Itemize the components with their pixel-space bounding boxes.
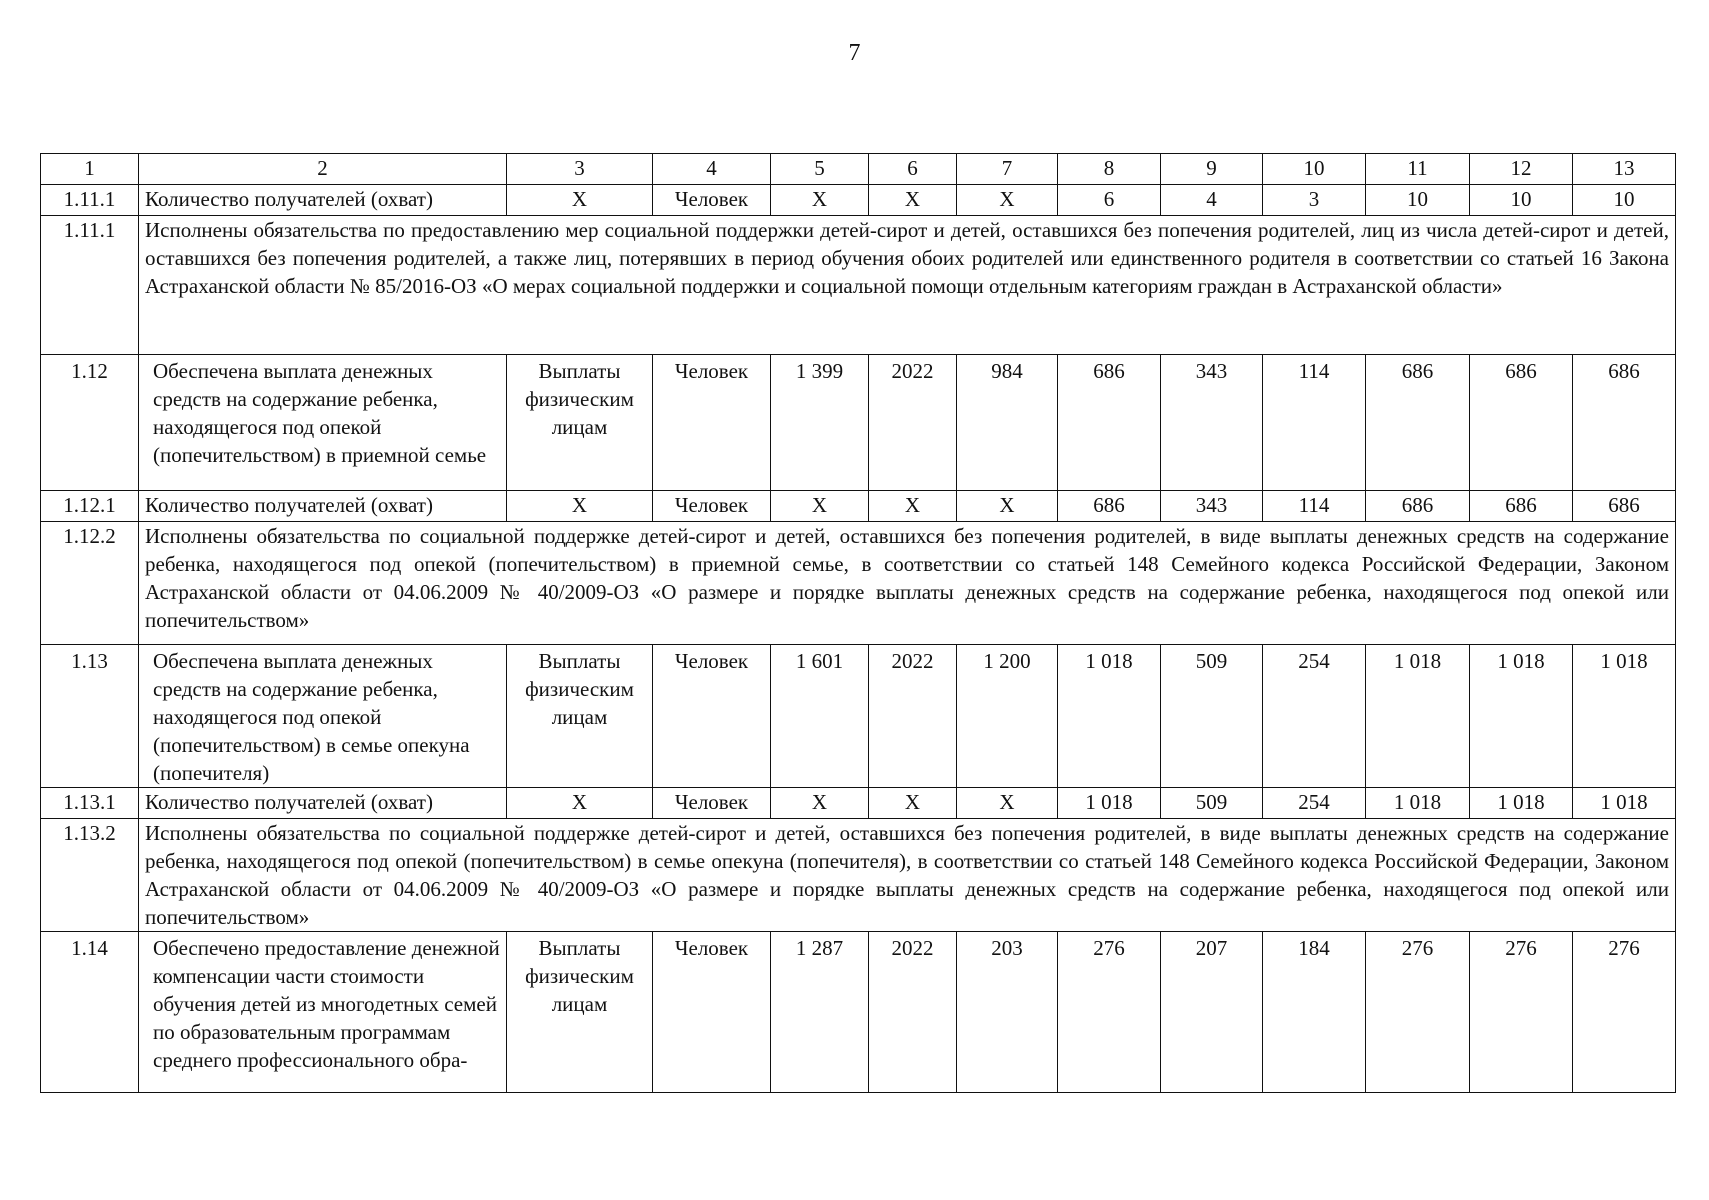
value-7: 984: [957, 355, 1058, 491]
value-9: 343: [1161, 355, 1263, 491]
payment-type: Выплаты физическим лицам: [507, 645, 653, 788]
quantity-row: [41, 491, 1676, 522]
value-7: Х: [957, 491, 1058, 522]
quantity-row: [41, 185, 1676, 216]
row-number: 1.11.1: [41, 185, 139, 216]
value-7: Х: [957, 788, 1058, 819]
value-9: 343: [1161, 491, 1263, 522]
result-name: Количество получателей (охват): [139, 491, 507, 522]
value-8: 276: [1058, 932, 1161, 1093]
quantity-row: [41, 788, 1676, 819]
value-13: 1 018: [1573, 645, 1676, 788]
result-name: Количество получателей (охват): [139, 788, 507, 819]
result-description-row: [41, 216, 1676, 355]
row-number: 1.12: [41, 355, 139, 491]
value-12: 1 018: [1470, 788, 1573, 819]
payment-type: Х: [507, 491, 653, 522]
value-9: 509: [1161, 645, 1263, 788]
value-13: 276: [1573, 932, 1676, 1093]
column-number-cell: 13: [1573, 154, 1676, 185]
result-name: Количество получателей (охват): [139, 185, 507, 216]
row-number: 1.13.2: [41, 819, 139, 932]
value-6: 2022: [869, 645, 957, 788]
column-number-cell: 7: [957, 154, 1058, 185]
value-13: 686: [1573, 355, 1676, 491]
value-8: 1 018: [1058, 788, 1161, 819]
unit: Человек: [653, 788, 771, 819]
value-5: Х: [771, 185, 869, 216]
value-8: 686: [1058, 355, 1161, 491]
value-11: 686: [1366, 491, 1470, 522]
column-number-cell: 6: [869, 154, 957, 185]
result-row: [41, 645, 1676, 788]
column-number-cell: 3: [507, 154, 653, 185]
value-12: 686: [1470, 491, 1573, 522]
value-11: 1 018: [1366, 788, 1470, 819]
column-number-cell: 12: [1470, 154, 1573, 185]
column-number-cell: 9: [1161, 154, 1263, 185]
value-10: 114: [1263, 491, 1366, 522]
result-row: [41, 355, 1676, 491]
value-10: 114: [1263, 355, 1366, 491]
indicators-table: [40, 153, 1676, 1093]
value-6: Х: [869, 788, 957, 819]
column-number-cell: 1: [41, 154, 139, 185]
column-number-cell: 5: [771, 154, 869, 185]
value-10: 254: [1263, 788, 1366, 819]
payment-type: Выплаты физическим лицам: [507, 932, 653, 1093]
value-12: 10: [1470, 185, 1573, 216]
value-9: 207: [1161, 932, 1263, 1093]
value-5: 1 399: [771, 355, 869, 491]
result-description: Исполнены обязательства по социальной поддержке детей-сирот и детей, оставшихся без попечения родителей, в виде выплаты денежных средств на содержание ребенка, находящегося под опекой (попечительством) в семье опекуна (попечителя), в соответствии со статьей 148 Семейного кодекса Российской Федерации, Законом Астраханской области от 04.06.2009 № 40/2009-ОЗ «О размере и порядке выплаты денежных средств на содержание ребенка, находящегося под опекой или попечительством»: [139, 819, 1676, 932]
payment-type: Выплаты физическим лицам: [507, 355, 653, 491]
value-6: 2022: [869, 932, 957, 1093]
value-11: 10: [1366, 185, 1470, 216]
value-7: Х: [957, 185, 1058, 216]
value-6: Х: [869, 185, 957, 216]
value-8: 6: [1058, 185, 1161, 216]
unit: Человек: [653, 185, 771, 216]
column-number-cell: 2: [139, 154, 507, 185]
payment-type: Х: [507, 788, 653, 819]
value-11: 686: [1366, 355, 1470, 491]
value-10: 254: [1263, 645, 1366, 788]
unit: Человек: [653, 491, 771, 522]
payment-type: Х: [507, 185, 653, 216]
value-12: 1 018: [1470, 645, 1573, 788]
value-13: 10: [1573, 185, 1676, 216]
value-9: 4: [1161, 185, 1263, 216]
row-number: 1.12.1: [41, 491, 139, 522]
row-number: 1.13: [41, 645, 139, 788]
result-name: Обеспечено предоставление денежной компенсации части стоимости обучения детей из многодетных семей по образовательным программам среднего профессионального обра-: [139, 932, 507, 1093]
column-number-cell: 10: [1263, 154, 1366, 185]
value-8: 686: [1058, 491, 1161, 522]
unit: Человек: [653, 645, 771, 788]
value-5: 1 601: [771, 645, 869, 788]
value-13: 1 018: [1573, 788, 1676, 819]
value-6: 2022: [869, 355, 957, 491]
value-9: 509: [1161, 788, 1263, 819]
row-number: 1.14: [41, 932, 139, 1093]
value-11: 276: [1366, 932, 1470, 1093]
result-description-row: [41, 522, 1676, 645]
row-number: 1.11.1: [41, 216, 139, 355]
value-5: 1 287: [771, 932, 869, 1093]
value-11: 1 018: [1366, 645, 1470, 788]
value-5: Х: [771, 788, 869, 819]
value-8: 1 018: [1058, 645, 1161, 788]
result-name: Обеспечена выплата денежных средств на содержание ребенка, находящегося под опекой (попечительством) в семье опекуна (попечителя): [139, 645, 507, 788]
row-number: 1.12.2: [41, 522, 139, 645]
result-description: Исполнены обязательства по предоставлению мер социальной поддержки детей-сирот и детей, оставшихся без попечения родителей, лиц из числа детей-сирот и детей, оставшихся без попечения родителей, а также лиц, потерявших в период обучения обоих родителей или единственного родителя в соответствии со статьей 16 Закона Астраханской области № 85/2016-ОЗ «О мерах социальной поддержки и социальной помощи отдельным категориям граждан в Астраханской области»: [139, 216, 1676, 355]
unit: Человек: [653, 355, 771, 491]
unit: Человек: [653, 932, 771, 1093]
value-10: 184: [1263, 932, 1366, 1093]
value-12: 686: [1470, 355, 1573, 491]
page-number: 7: [848, 40, 861, 66]
column-number-cell: 8: [1058, 154, 1161, 185]
value-5: Х: [771, 491, 869, 522]
column-number-cell: 4: [653, 154, 771, 185]
value-7: 203: [957, 932, 1058, 1093]
column-number-cell: 11: [1366, 154, 1470, 185]
result-row: [41, 932, 1676, 1093]
value-12: 276: [1470, 932, 1573, 1093]
column-numbers-row: [41, 154, 1676, 185]
row-number: 1.13.1: [41, 788, 139, 819]
value-7: 1 200: [957, 645, 1058, 788]
value-6: Х: [869, 491, 957, 522]
value-10: 3: [1263, 185, 1366, 216]
result-description-row: [41, 819, 1676, 932]
result-name: Обеспечена выплата денежных средств на содержание ребенка, находящегося под опекой (попечительством) в приемной семье: [139, 355, 507, 491]
result-description: Исполнены обязательства по социальной поддержке детей-сирот и детей, оставшихся без попечения родителей, в виде выплаты денежных средств на содержание ребенка, находящегося под опекой (попечительством) в приемной семье, в соответствии со статьей 148 Семейного кодекса Российской Федерации, Законом Астраханской области от 04.06.2009 № 40/2009-ОЗ «О размере и порядке выплаты денежных средств на содержание ребенка, находящегося под опекой или попечительством»: [139, 522, 1676, 645]
value-13: 686: [1573, 491, 1676, 522]
